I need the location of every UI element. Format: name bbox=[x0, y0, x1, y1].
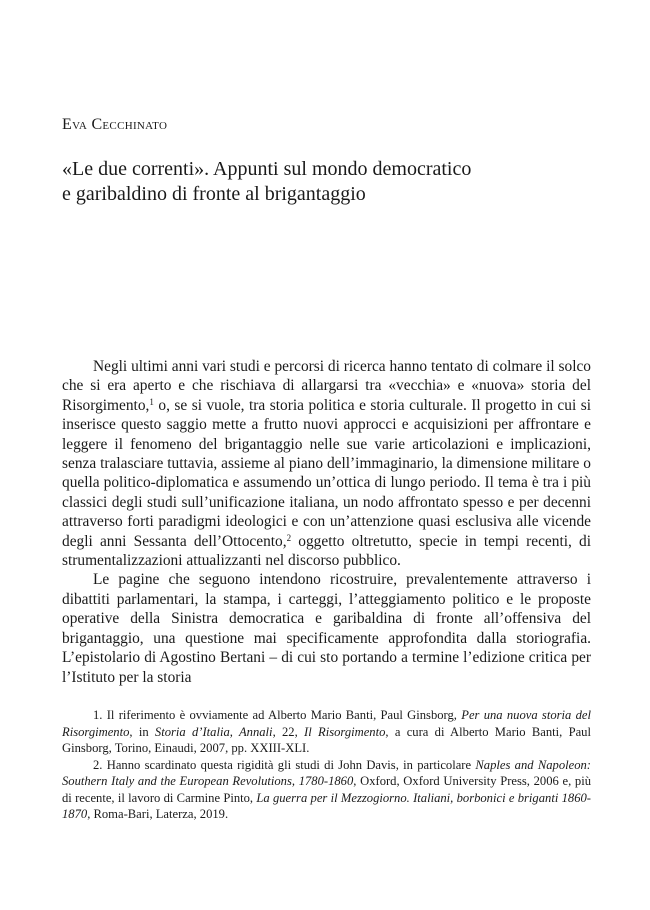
paragraph-1-part-b: o, se si vuole, tra storia politica e storia culturale. Il progetto in cui si inserisce questo saggio mette a frutto nuovi approcci e acquisizioni per affrontare e leggere il fenomeno del brigantaggio nelle sue varie articolazioni e implicazioni, senza tralasciare tuttavia, assieme al piano dell’immaginario, la dimensione militare o quella politico-diplomatica e assumendo un’ottica di lungo periodo. Il tema è tra i più classici degli studi sull’unificazione italiana, un nodo affrontato spesso e per decenni attraverso forti paradigmi ideologici e con un’attenzione quasi esclusiva alle vicende degli anni Sessanta dell’Ottocento, bbox=[62, 396, 591, 550]
footnote-1-volume: Il Risorgimento bbox=[304, 724, 386, 739]
footnote-1-text-b: , in bbox=[129, 724, 155, 739]
footnote-2-title: Naples and Napoleon: Southern Italy and the European Revolutions, 1780-1860 bbox=[62, 757, 592, 788]
footnote-2-text-b: , Oxford, Oxford University Press, 2006 e, più di recente, il lavoro di Carmine Pinto, bbox=[62, 774, 591, 805]
paragraph-1-part-c: oggetto oltretutto, specie in tempi recenti, di strumentalizzazioni attualizzanti nel discorso pubblico. bbox=[62, 532, 592, 570]
article-title bbox=[62, 157, 602, 207]
author-name: Eva Cecchinato bbox=[62, 116, 168, 133]
paragraph-1 bbox=[62, 357, 591, 570]
footnote-ref-1: 1 bbox=[149, 396, 154, 407]
footnote-2-text: 2. Hanno scardinato questa rigidità gli studi di John Davis, in particolare bbox=[93, 757, 476, 772]
paragraph-1-part-a: Negli ultimi anni vari studi e percorsi di ricerca hanno tentato di colmare il solco che si era aperto e che rischiava di allargarsi tra «vecchia» e «nuova» storia del Risorgimento, bbox=[62, 358, 591, 414]
paragraph-2: Le pagine che seguono intendono ricostruire, prevalentemente attraverso i dibattiti parlamentari, la stampa, i carteggi, l’atteggiamento politico e le proposte operative della Sinistra democratica e garibaldina di fronte all’offensiva del brigantaggio, una questione mai specificamente approfondita dalla storiografia. L’epistolario di Agostino Bertani – di cui sto portando a termine l’edizione critica per l’Istituto per la storia bbox=[62, 571, 591, 686]
footnote-1-title: Per una nuova storia del Risorgimento bbox=[62, 708, 591, 739]
footnote-2 bbox=[62, 757, 591, 823]
title-line-1: «Le due correnti». Appunti sul mondo democratico bbox=[62, 158, 472, 180]
body-text bbox=[62, 357, 591, 687]
title-line-2: e garibaldino di fronte al brigantaggio bbox=[62, 183, 366, 205]
footnote-2-title-2: La guerra per il Mezzogiorno. Italiani, borbonici e briganti 1860-1870 bbox=[62, 790, 591, 821]
footnote-ref-2: 2 bbox=[286, 532, 292, 543]
footnotes bbox=[62, 707, 591, 823]
footnote-2-text-c: , Roma-Bari, Laterza, 2019. bbox=[87, 807, 229, 821]
footnote-1-text-c: , 22, bbox=[272, 724, 305, 739]
footnote-1-series: Storia d’Italia, Annali bbox=[154, 724, 273, 739]
footnote-1-text: 1. Il riferimento è ovviamente ad Alberto Mario Banti, Paul Ginsborg, bbox=[93, 708, 462, 722]
footnote-1 bbox=[62, 707, 591, 757]
footnote-1-text-d: , a cura di Alberto Mario Banti, Paul Ginsborg, Torino, Einaudi, 2007, pp. XXIII-XLI. bbox=[62, 724, 591, 755]
